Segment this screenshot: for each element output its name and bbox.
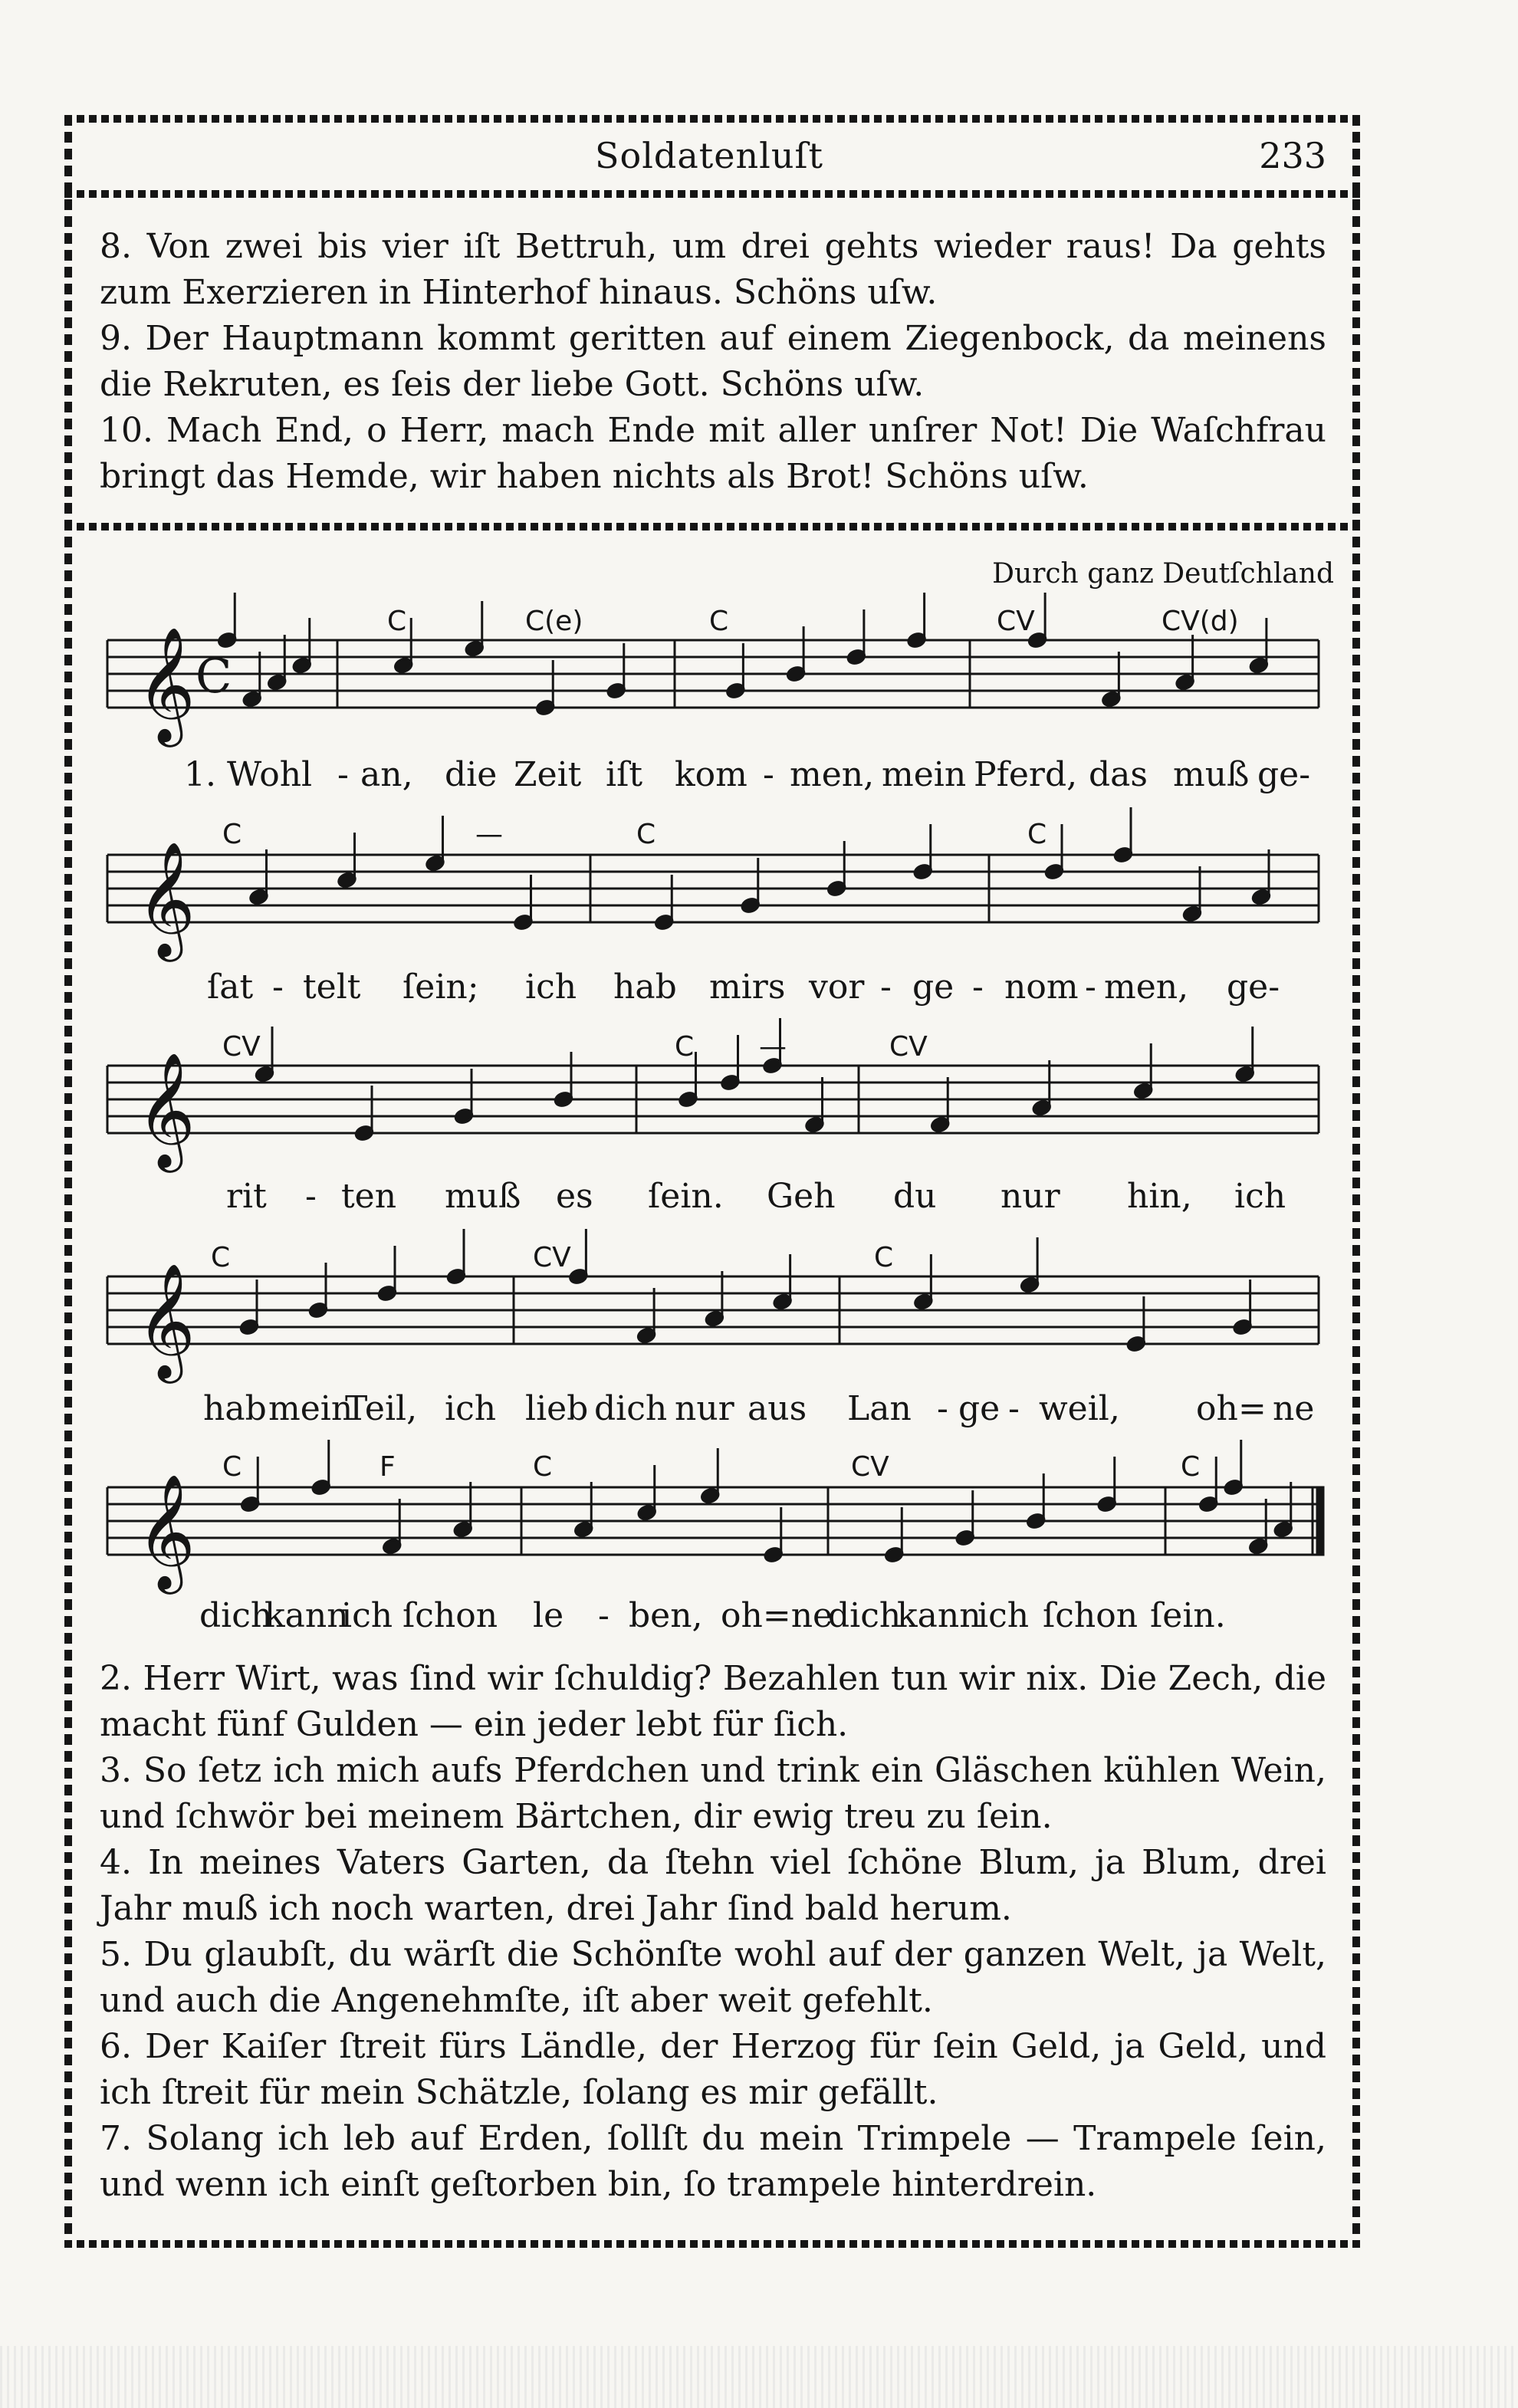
verse-4: 4. In meines Vaters Garten, da ſtehn viel ſchöne Blum, ja Blum, drei Jahr muß ich noch warten, drei Jahr ſind bald herum. xyxy=(100,1843,1326,1928)
syllable: ich xyxy=(445,1389,497,1428)
chord: C xyxy=(211,1242,231,1273)
syllable: ich xyxy=(341,1596,393,1635)
syllable: Zeit xyxy=(514,755,582,794)
syllable: ich xyxy=(1234,1177,1286,1216)
syllable: die xyxy=(445,755,498,794)
syllable: ge- xyxy=(1227,967,1280,1007)
syllable: an, xyxy=(360,755,413,794)
treble-clef: 𝄞 xyxy=(136,1262,196,1378)
chord: CV xyxy=(851,1451,889,1483)
lyrics-system-2 xyxy=(0,967,1518,1013)
syllable: nur xyxy=(1001,1177,1060,1216)
treble-clef: 𝄞 xyxy=(136,840,196,957)
lyrics-system-5 xyxy=(0,1596,1518,1642)
syllable: hin, xyxy=(1127,1177,1192,1216)
syllable: - xyxy=(598,1596,610,1635)
chord: — xyxy=(475,819,503,850)
chord: C xyxy=(222,1451,242,1483)
chord: C xyxy=(1181,1451,1201,1483)
time-signature: C xyxy=(196,648,232,704)
final-barline-thick xyxy=(1317,1487,1323,1555)
syllable: ich xyxy=(978,1596,1030,1635)
chords-system-3 xyxy=(0,1031,1518,1062)
syllable: ten xyxy=(341,1177,397,1216)
syllable: telt xyxy=(303,967,361,1007)
syllable: men, xyxy=(790,755,875,794)
lyrics-system-1 xyxy=(0,755,1518,801)
verse-6: 6. Der Kaiſer ſtreit fürs Ländle, der Herzog für ſein Geld, ja Geld, und ich ſtreit für mein Schätzle, ſolang es mir gefällt. xyxy=(100,2027,1326,2112)
chords-system-5 xyxy=(0,1451,1518,1482)
chord: — xyxy=(759,1031,787,1063)
treble-clef: 𝄞 xyxy=(136,626,196,742)
syllable: 1. Wohl xyxy=(184,755,313,794)
chords-system-1 xyxy=(0,606,1518,636)
syllable: ſein. xyxy=(1150,1596,1226,1635)
syllable: rit xyxy=(226,1177,267,1216)
syllable: kom xyxy=(675,755,748,794)
chord: C(e) xyxy=(525,606,583,637)
lyrics-system-4 xyxy=(0,1389,1518,1435)
treble-clef: 𝄞 xyxy=(136,1473,196,1589)
syllable: oh xyxy=(1196,1389,1238,1428)
chord: CV xyxy=(533,1242,571,1273)
syllable: lieb xyxy=(525,1389,589,1428)
syllable: kann xyxy=(897,1596,981,1635)
syllable: Pferd, xyxy=(974,755,1078,794)
syllable: kann xyxy=(264,1596,349,1635)
syllable: weil, xyxy=(1039,1389,1120,1428)
syllable: ich xyxy=(525,967,577,1007)
chord: C xyxy=(222,819,242,850)
syllable: oh=ne xyxy=(721,1596,833,1635)
treble-clef: 𝄞 xyxy=(136,1051,196,1168)
running-title: Soldatenluſt xyxy=(595,135,823,176)
syllable: ſat xyxy=(207,967,254,1007)
verse-7: 7. Solang ich leb auf Erden, ſollſt du mein Trimpele — Trampele ſein, und wenn ich einſt geſtorben bin, ſo trampele hinterdrein. xyxy=(100,2119,1326,2204)
syllable: - xyxy=(1008,1389,1020,1428)
chord: CV xyxy=(997,606,1035,637)
syllable: - xyxy=(763,755,774,794)
chord: C xyxy=(636,819,656,850)
syllable: iſt xyxy=(606,755,643,794)
chord: CV xyxy=(222,1031,261,1063)
syllable: es xyxy=(556,1177,593,1216)
syllable: hab xyxy=(203,1389,267,1428)
verse-8: 8. Von zwei bis vier iſt Bettruh, um drei gehts wieder raus! Da gehts zum Exerzieren in Hinterhof hinaus. Schöns uſw. xyxy=(100,227,1326,312)
syllable: - xyxy=(1085,967,1096,1007)
chord: CV xyxy=(889,1031,928,1063)
syllable: hab xyxy=(613,967,677,1007)
chord: C xyxy=(675,1031,695,1063)
syllable: nom xyxy=(1004,967,1079,1007)
verse-3: 3. So ſetz ich mich aufs Pferdchen und trink ein Gläschen kühlen Wein, und ſchwör bei meinem Bärtchen, dir ewig treu zu ſein. xyxy=(100,1751,1326,1836)
page-number: 233 xyxy=(1259,135,1326,176)
syllable: mirs xyxy=(709,967,786,1007)
chords-system-4 xyxy=(0,1242,1518,1273)
syllable: - xyxy=(880,967,892,1007)
bottom-verses xyxy=(100,1656,1326,2208)
syllable: ſein. xyxy=(648,1177,724,1216)
syllable: - xyxy=(272,967,284,1007)
verse-2: 2. Herr Wirt, was ſind wir ſchuldig? Bezahlen tun wir nix. Die Zech, die macht fünf Gulden — ein jeder lebt für ſich. xyxy=(100,1659,1326,1744)
syllable: - xyxy=(305,1177,317,1216)
melody-source: Durch ganz Deutſchland xyxy=(992,558,1334,590)
lyrics-system-3 xyxy=(0,1177,1518,1223)
syllable: - xyxy=(972,967,984,1007)
syllable: muß xyxy=(1173,755,1250,794)
verse-9: 9. Der Hauptmann kommt geritten auf einem Ziegenbock, da meinens die Rekruten, es ſeis der liebe Gott. Schöns uſw. xyxy=(100,319,1326,404)
syllable: le xyxy=(533,1596,564,1635)
syllable: ſchon xyxy=(1043,1596,1138,1635)
syllable: ge xyxy=(958,1389,1001,1428)
syllable: dich xyxy=(199,1596,273,1635)
syllable: muß xyxy=(445,1177,521,1216)
chord: C xyxy=(387,606,407,637)
syllable: mein xyxy=(882,755,967,794)
syllable: nur xyxy=(675,1389,734,1428)
syllable: aus xyxy=(748,1389,807,1428)
syllable: - xyxy=(937,1389,948,1428)
chords-system-2 xyxy=(0,819,1518,849)
syllable: dich xyxy=(594,1389,668,1428)
syllable: vor xyxy=(809,967,865,1007)
verse-10: 10. Mach End, o Herr, mach Ende mit aller unſrer Not! Die Waſchfrau bringt das Hemde, wir haben nichts als Brot! Schöns uſw. xyxy=(100,411,1326,496)
syllable: Geh xyxy=(767,1177,836,1216)
chord: C xyxy=(874,1242,894,1273)
syllable: Lan xyxy=(847,1389,912,1428)
syllable: mein xyxy=(268,1389,353,1428)
syllable: ne xyxy=(1273,1389,1315,1428)
syllable: du xyxy=(893,1177,937,1216)
syllable: men, xyxy=(1104,967,1189,1007)
syllable: ge- xyxy=(1257,755,1311,794)
syllable: ben, xyxy=(629,1596,703,1635)
chord: F xyxy=(380,1451,396,1483)
syllable: ſein; xyxy=(402,967,479,1007)
verse-5: 5. Du glaubſt, du wärſt die Schönſte wohl auf der ganzen Welt, ja Welt, und auch die Angenehmſte, iſt aber weit gefehlt. xyxy=(100,1935,1326,2020)
chord: C xyxy=(533,1451,553,1483)
syllable: Teil, xyxy=(345,1389,418,1428)
page-edge-noise xyxy=(0,2346,1518,2408)
syllable: - xyxy=(337,755,349,794)
chord: C xyxy=(709,606,729,637)
syllable: = xyxy=(1238,1389,1267,1428)
syllable: dich xyxy=(828,1596,902,1635)
syllable: ſchon xyxy=(402,1596,498,1635)
syllable: ge xyxy=(912,967,955,1007)
syllable: das xyxy=(1089,755,1148,794)
chord: CV(d) xyxy=(1162,606,1239,637)
chord: C xyxy=(1027,819,1047,850)
